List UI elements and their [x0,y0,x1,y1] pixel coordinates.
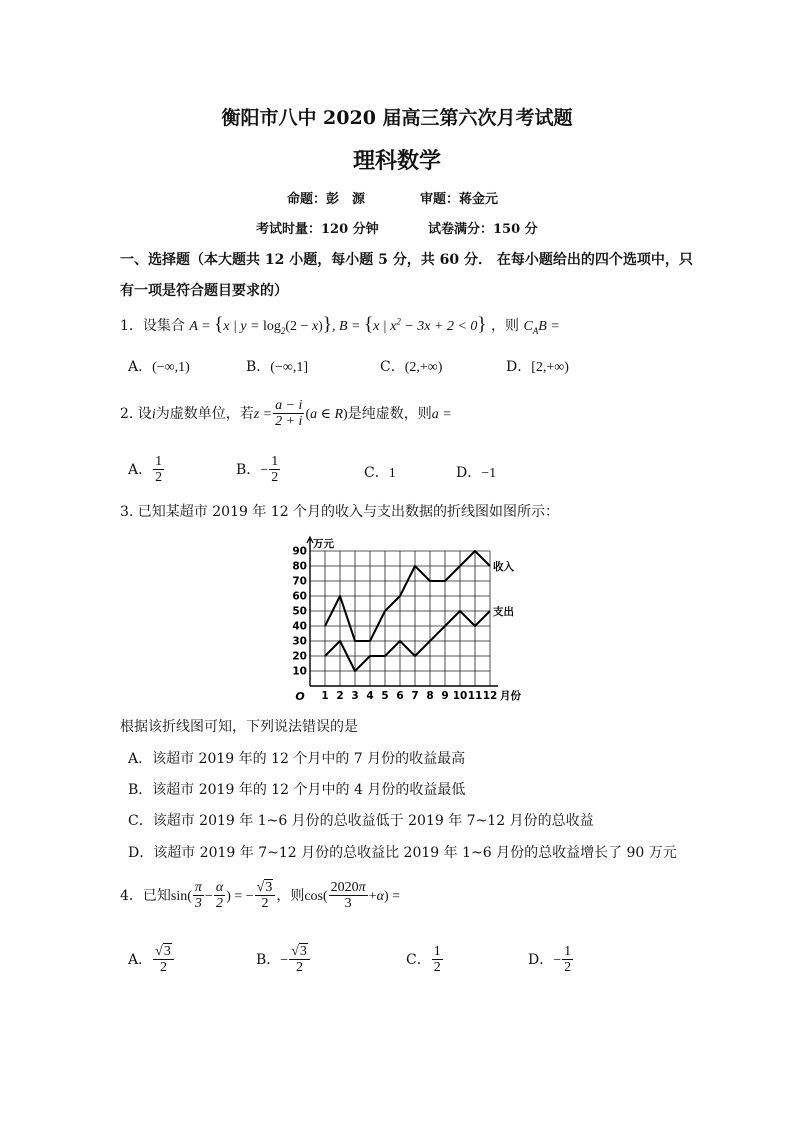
q4-option-d: D．− $\frac{1}{2}$ [528,944,572,976]
q1-option-d: D．[2,+∞) [506,359,569,375]
question-1 [120,314,560,336]
x-tick-label: 1 [321,690,329,702]
section-heading-line1: 一、选择题（本大题共 12 小题，每小题 5 分，共 60 分． 在每小题给出的四个选项中，只 [120,252,693,268]
series-label-expense: 支出 [493,606,514,618]
section-heading-line2: 有一项是符合题目要求的） [120,283,288,299]
q1-prefix: 1．设集合 [120,318,185,334]
question-4: 4．已知sin( $\frac{\pi}{3}$ − $\frac{\alpha}{2}$ ) = − $\frac{√3}{2}$ ，则cos( $\frac{2020\pi}{3}$ +α) = [120,880,401,912]
q3-option-b: B．该超市 2019 年的 12 个月中的 4 月份的收益最低 [128,782,466,798]
chart-grid [310,551,490,686]
x-tick-label: 10 [452,690,468,702]
x-tick-label: 2 [336,690,344,702]
question-3-stem: 3. 已知某超市 2019 年 12 个月的收入与支出数据的折线图如图所示： [120,504,560,520]
x-axis-label: 月份 [500,690,521,702]
q2-option-d: D．−1 [456,465,497,481]
time-label: 考试时量：120 分钟 [256,222,379,237]
q1-complement: $C_AB$ = [523,319,560,336]
y-tick-label: 90 [292,545,307,558]
score-label: 试卷满分：150 分 [428,222,538,237]
y-tick-label: 40 [292,620,307,633]
y-tick-label: 70 [292,575,307,588]
origin-label: O [295,690,305,703]
q3-option-c: C．该超市 2019 年 1~6 月份的总收益低于 2019 年 7~12 月份的总收益 [128,813,594,829]
x-tick-label: 5 [381,690,389,702]
question-2: 2. 设i为虚数单位，若z = $\frac{a - i}{2 + i}$ (a ∈ R)是纯虚数，则a = [120,398,452,430]
y-tick-label: 20 [292,650,307,663]
reviewer-label: 审题：蒋金元 [420,192,499,207]
q1-option-c: C．(2,+∞) [380,359,443,375]
q4-option-b: B．− $\frac{√3}{2}$ [256,944,311,976]
q2-fraction: $\frac{a - i}{2 + i}$ [275,398,303,430]
y-tick-label: 30 [292,635,307,648]
q2-option-c: C．1 [364,465,396,481]
x-tick-label: 3 [351,690,359,702]
y-tick-label: 10 [292,665,307,678]
x-tick-label: 12 [482,690,498,702]
q3-option-d: D．该超市 2019 年 7~12 月份的总收益比 2019 年 1~6 月份的总收益增长了 90 万元 [128,845,677,861]
question-3-prompt: 根据该折线图可知，下列说法错误的是 [120,719,358,735]
x-tick-label: 8 [426,690,434,702]
q1-option-a: A．(−∞,1) [128,359,190,375]
x-tick-label: 4 [366,690,374,702]
x-tick-label: 7 [411,690,419,702]
q2-option-b: B．− $\frac{1}{2}$ [236,454,279,486]
y-tick-label: 50 [292,605,307,618]
q1-option-b: B．(−∞,1] [246,359,308,375]
subject-title: 理科数学 [352,148,441,174]
y-tick-label: 60 [292,590,307,603]
q3-option-a: A．该超市 2019 年的 12 个月中的 7 月份的收益最高 [128,751,466,767]
x-tick-label: 9 [441,690,449,702]
q4-option-a: A． $\frac{√3}{2}$ [128,944,175,976]
author-label: 命题：彭 源 [287,192,366,207]
q2-option-a: A． $\frac{1}{2}$ [128,454,163,486]
q1-suffix: ，则 [491,318,519,334]
income-expense-line-chart [276,528,536,704]
q1-set-a: A = {x | $y = \log_2(2 - x)$}, B = {x | $x^2 - 3x + 2 < 0$} [189,314,487,336]
x-tick-label: 6 [396,690,404,702]
y-axis-label: 万元 [313,538,334,550]
series-label-income: 收入 [493,561,514,573]
y-tick-label: 80 [292,560,307,573]
x-tick-label: 11 [467,690,483,702]
school-title: 衡阳市八中 2020 届高三第六次月考试题 [221,107,573,129]
chart-axes [307,537,498,686]
q4-option-c: C． $\frac{1}{2}$ [406,944,441,976]
